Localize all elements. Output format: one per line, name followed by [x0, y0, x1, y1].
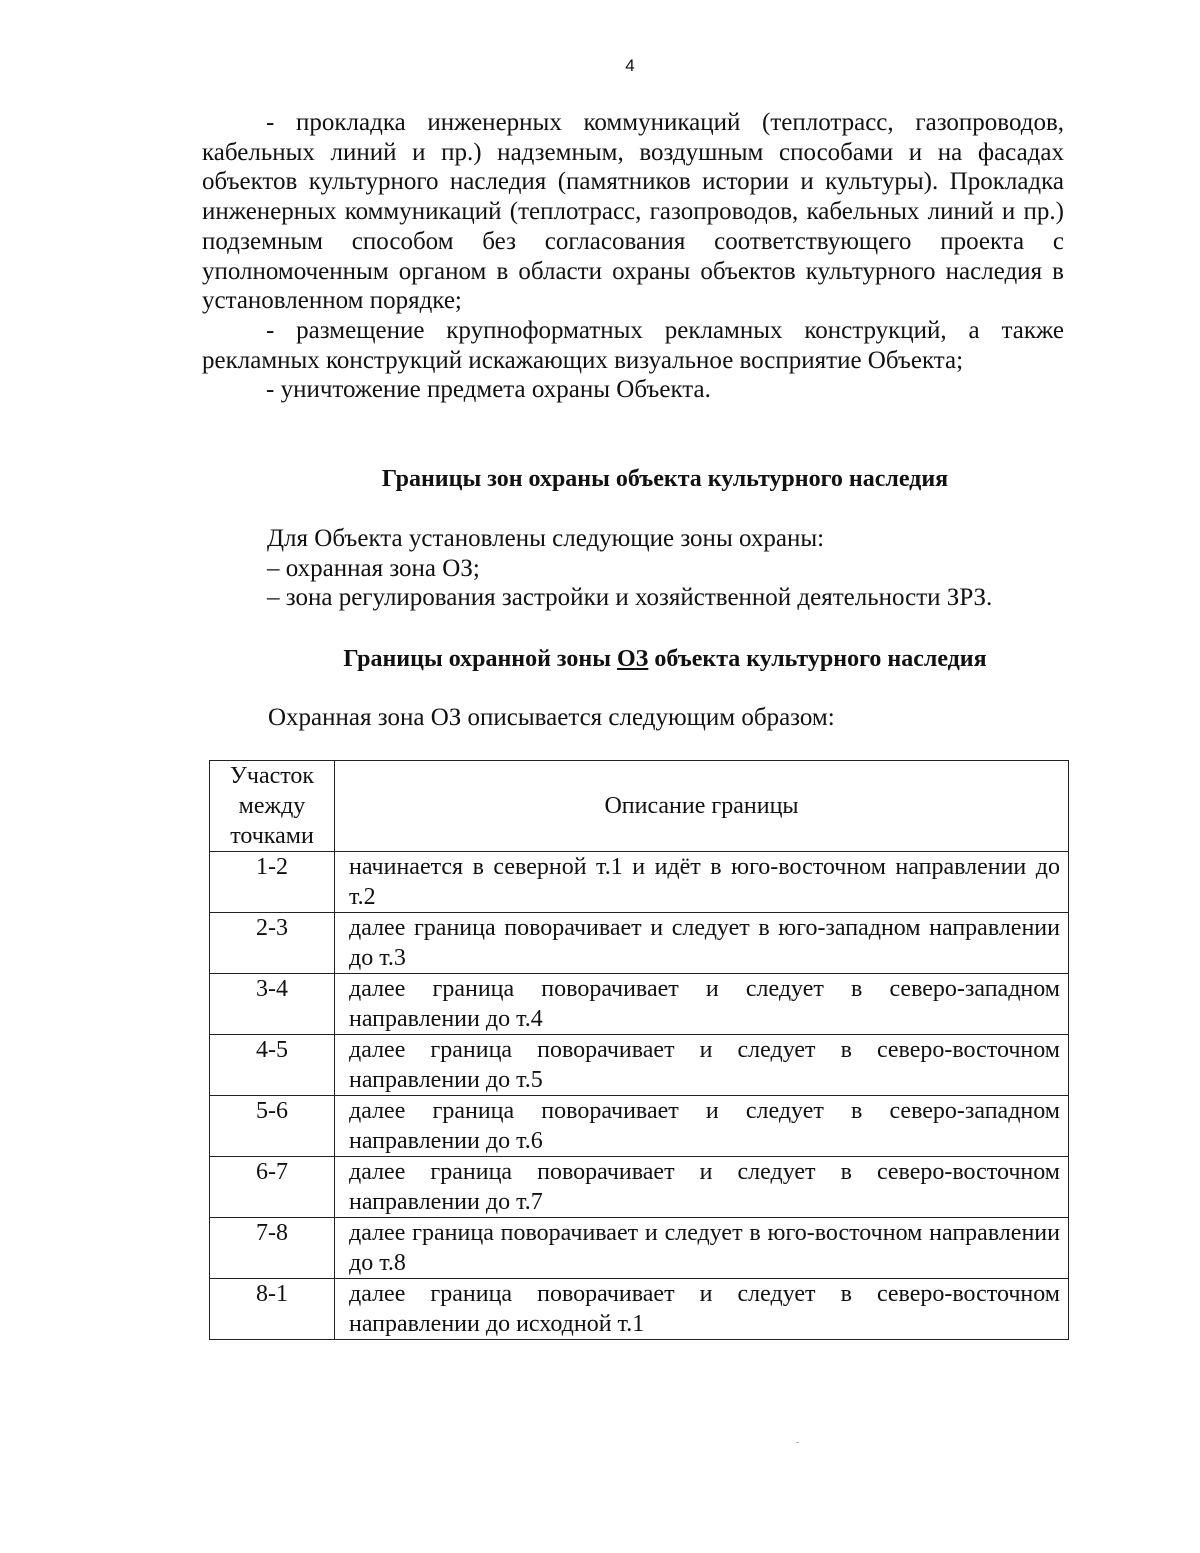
- description-cell: начинается в северной т.1 и идёт в юго-восточном направлении до т.2: [335, 852, 1069, 913]
- header-segment-line: Участок: [229, 763, 315, 789]
- restrictions-list: [202, 108, 1064, 405]
- oz-heading-before: Границы охранной зоны: [343, 646, 617, 672]
- restriction-item: - уничтожение предмета охраны Объекта.: [266, 376, 711, 404]
- table-row: [210, 1096, 1069, 1157]
- restriction-item: - размещение крупноформатных рекламных конструкций, а также рекламных конструкций искажающих визуальное восприятие Объекта;: [202, 316, 1064, 374]
- table-row: [210, 1035, 1069, 1096]
- segment-cell: 5-6: [210, 1096, 335, 1157]
- oz-heading-code: ОЗ: [617, 646, 649, 672]
- segment-cell: 7-8: [210, 1218, 335, 1279]
- restriction-item: - прокладка инженерных коммуникаций (теплотрасс, газопроводов, кабельных линий и пр.) надземным, воздушным способами и на фасадах объектов культурного наследия (памятников истории и культуры). Прокладка инженерных коммуникаций (теплотрасс, газопроводов, кабельных линий и пр.) подземным способом без согласования соответствующего проекта с уполномоченным органом в области охраны объектов культурного наследия в установленном порядке;: [202, 109, 1064, 315]
- page-number: 4: [625, 56, 635, 75]
- segment-cell: 4-5: [210, 1035, 335, 1096]
- description-cell: далее граница поворачивает и следует в северо-восточном направлении до т.7: [335, 1157, 1069, 1218]
- header-segment-line: точками: [230, 823, 314, 849]
- description-cell: далее граница поворачивает и следует в северо-западном направлении до т.6: [335, 1096, 1069, 1157]
- boundary-table: [209, 760, 1069, 1340]
- table-header-row: [210, 761, 1069, 852]
- segment-cell: 8-1: [210, 1279, 335, 1340]
- header-description: Описание границы: [335, 761, 1069, 852]
- zones-heading: Границы зон охраны объекта культурного наследия: [381, 466, 949, 492]
- segment-cell: 2-3: [210, 913, 335, 974]
- header-segment-line: между: [238, 793, 306, 819]
- description-cell: далее граница поворачивает и следует в северо-восточном направлении до т.5: [335, 1035, 1069, 1096]
- description-cell: далее граница поворачивает и следует в юго-западном направлении до т.3: [335, 913, 1069, 974]
- zones-list: [267, 524, 1067, 613]
- table-row: [210, 913, 1069, 974]
- scan-artifact: [796, 1442, 799, 1443]
- zones-intro: Для Объекта установлены следующие зоны охраны:: [267, 525, 825, 552]
- table-row: [210, 852, 1069, 913]
- table-row: [210, 974, 1069, 1035]
- oz-heading-after: объекта культурного наследия: [648, 646, 987, 672]
- description-cell: далее граница поворачивает и следует в северо-восточном направлении до исходной т.1: [335, 1279, 1069, 1340]
- table-row: [210, 1279, 1069, 1340]
- oz-heading: [0, 646, 1200, 673]
- description-cell: далее граница поворачивает и следует в северо-западном направлении до т.4: [335, 974, 1069, 1035]
- zone-item: – охранная зона ОЗ;: [267, 554, 480, 582]
- zone-item: – зона регулирования застройки и хозяйственной деятельности ЗРЗ.: [267, 584, 993, 611]
- segment-cell: 3-4: [210, 974, 335, 1035]
- segment-cell: 6-7: [210, 1157, 335, 1218]
- header-segment: [210, 761, 335, 852]
- table-row: [210, 1157, 1069, 1218]
- description-cell: далее граница поворачивает и следует в юго-восточном направлении до т.8: [335, 1218, 1069, 1279]
- segment-cell: 1-2: [210, 852, 335, 913]
- table-row: [210, 1218, 1069, 1279]
- oz-intro: Охранная зона ОЗ описывается следующим образом:: [268, 704, 835, 731]
